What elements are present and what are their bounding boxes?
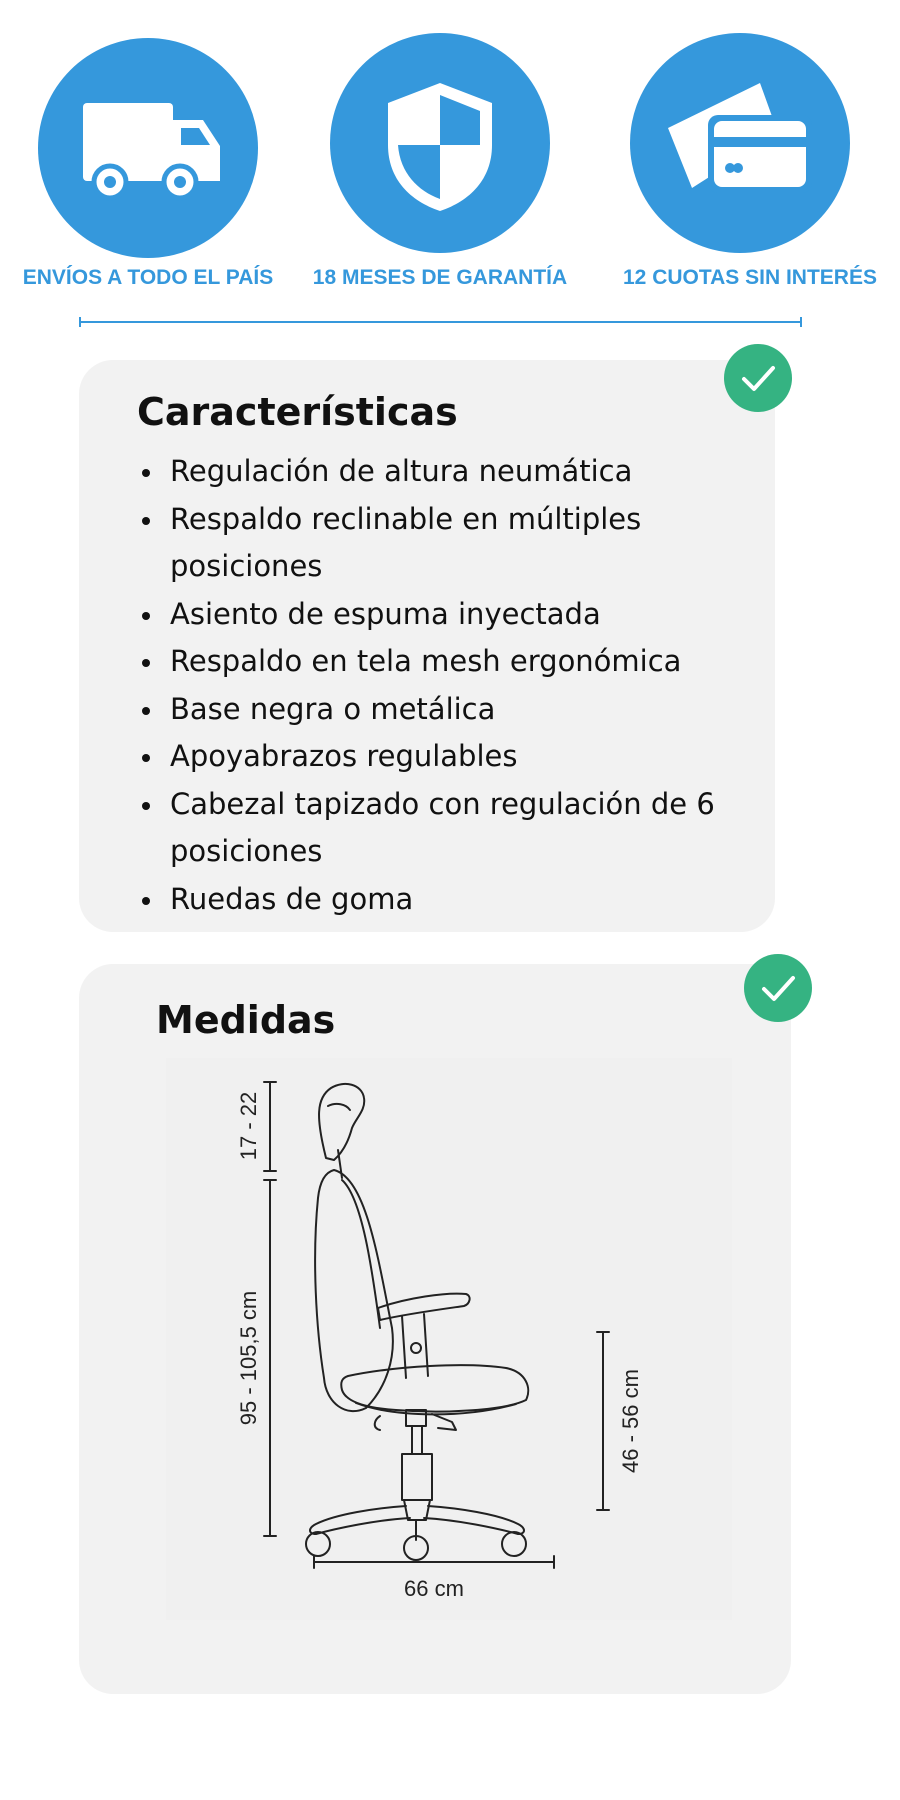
list-item: Apoyabrazos regulables (170, 733, 780, 781)
truck-icon (38, 38, 258, 258)
warranty-label: 18 MESES DE GARANTÍA (312, 266, 568, 289)
list-item: Respaldo en tela mesh ergonómica (170, 638, 780, 686)
shipping-badge (38, 38, 258, 258)
list-item: Cabezal tapizado con regulación de 6 posiciones (170, 781, 780, 876)
warranty-badge (330, 33, 550, 253)
list-item: Asiento de espuma inyectada (170, 591, 780, 639)
check-icon (744, 954, 812, 1022)
list-item: Respaldo reclinable en múltiples posiciones (170, 496, 780, 591)
section-divider (79, 321, 802, 323)
installments-label: 12 CUOTAS SIN INTERÉS (623, 266, 877, 289)
installments-badge (630, 33, 850, 253)
measures-title: Medidas (156, 998, 336, 1042)
height-dimension-label: 95 - 105,5 cm (236, 1290, 261, 1426)
list-item: Ruedas de goma (170, 876, 780, 924)
list-item: Regulación de altura neumática (170, 448, 780, 496)
headrest-dimension-label: 17 - 22 (236, 1091, 261, 1161)
chair-dimensions-diagram (166, 1058, 732, 1620)
check-icon (724, 344, 792, 412)
seat-height-dimension-label: 46 - 56 cm (618, 1369, 643, 1473)
width-dimension-label: 66 cm (404, 1576, 464, 1601)
shield-icon (330, 33, 550, 253)
shipping-label: ENVÍOS A TODO EL PAÍS (22, 266, 274, 289)
features-title: Características (137, 390, 458, 434)
features-list (138, 448, 780, 923)
list-item: Base negra o metálica (170, 686, 780, 734)
credit-cards-icon (630, 33, 850, 253)
